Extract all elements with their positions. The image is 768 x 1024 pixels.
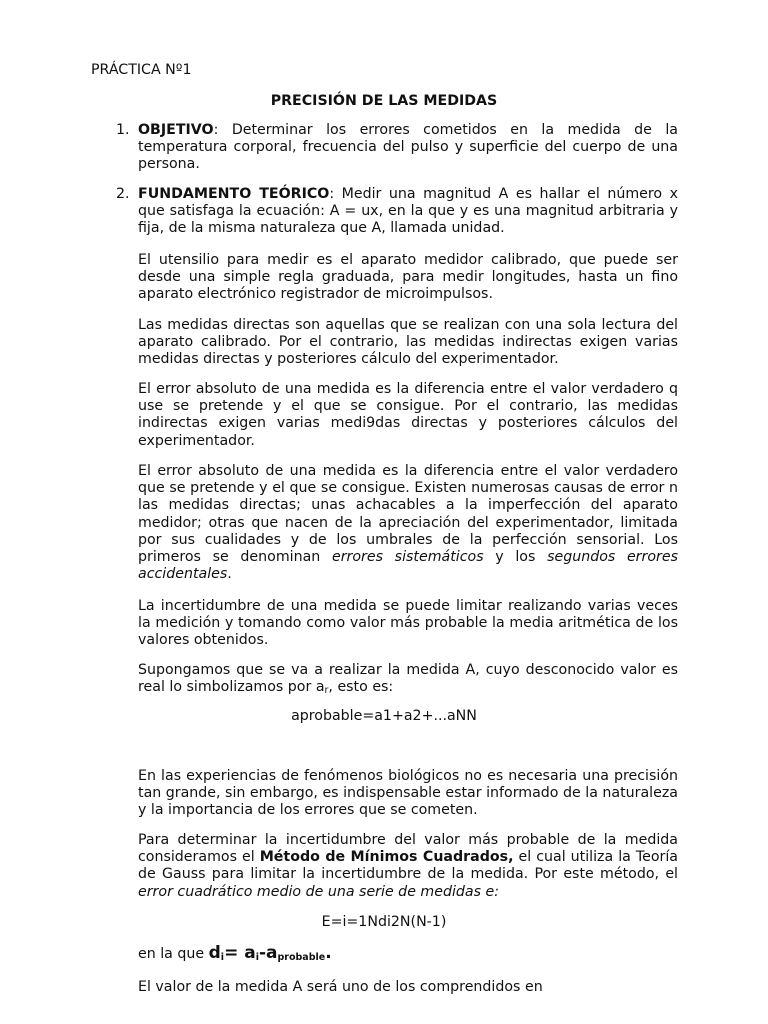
text-run: , esto es: xyxy=(328,679,394,696)
text-run: El error absoluto de una medida es la diferencia entre el valor verdadero que se pretende y el que se consigue. Existen numerosas causas de error n las medidas directas; unas achacables a la imperfección del aparato medidor; otras que nacen de la apreciación del experimentador, limitada por sus cualidades y de los umbrales de la perfección sensorial. Los primeros se denominan xyxy=(138,463,678,566)
theory-label: FUNDAMENTO TEÓRICO xyxy=(138,186,330,202)
paragraph-least-squares xyxy=(138,832,678,901)
symbol-eq-a: = a xyxy=(224,943,256,963)
accidental-errors-term: segundos errores accidentales xyxy=(138,549,678,583)
practice-header: PRÁCTICA Nº1 xyxy=(91,62,192,78)
subscript-probable: probable xyxy=(277,952,326,963)
list-item-objective xyxy=(116,122,678,174)
list-item-theory xyxy=(116,186,678,238)
paragraph-absolute-error-1: El error absoluto de una medida es la diferencia entre el valor verdadero q use se pretende y el que se consigue. Por el contrario, las medidas indirectas exigen varias medi9das directas y posteriores cálculos del experimentador. xyxy=(138,381,678,449)
list-number: 1. xyxy=(116,122,130,138)
paragraph-absolute-error-2 xyxy=(138,463,678,583)
symbol-d: d xyxy=(208,943,221,963)
document-title: PRECISIÓN DE LAS MEDIDAS xyxy=(270,93,498,109)
paragraph-instrument: El utensilio para medir es el aparato medidor calibrado, que puede ser desde una simple regla graduada, para medir longitudes, hasta un fino aparato electrónico registrador de microimpulsos. xyxy=(138,252,678,303)
paragraph-suppose xyxy=(138,662,678,699)
text-run: el cual utiliza la Teoría de Gauss para limitar la incertidumbre de la medida. Por este método, el xyxy=(138,849,678,883)
text-run: Supongamos que se va a realizar la medida A, cuyo desconocido valor es real lo simbolizamos por a xyxy=(138,662,678,696)
paragraph-biological: En las experiencias de fenómenos biológicos no es necesaria una precisión tan grande, sin embargo, es indispensable estar informado de la naturaleza y la importancia de los errores que se cometen. xyxy=(138,768,678,819)
text-run: y los xyxy=(483,549,548,566)
objective-label: OBJETIVO xyxy=(138,122,214,138)
objective-body: : Determinar los errores cometidos en la medida de la temperatura corporal, frecuencia del pulso y superficie del cuerpo de una persona. xyxy=(138,122,678,173)
paragraph-direct-measures: Las medidas directas son aquellas que se realizan con una sola lectura del aparato calibrado. Por el contrario, las medidas indirectas exigen varias medidas directas y posteriores cálculo del experimentador. xyxy=(138,317,678,368)
symbol-dot: . xyxy=(325,943,332,963)
text-run: en la que xyxy=(138,946,209,962)
paragraph-uncertainty: La incertidumbre de una medida se puede limitar realizando varias veces la medición y tomando como valor más probable la media aritmética de los valores obtenidos. xyxy=(138,598,678,649)
objective-text xyxy=(138,122,678,174)
subscript-i: i xyxy=(255,952,259,963)
theory-body: : Medir una magnitud A es hallar el número x que satisfaga la ecuación: A = ux, en la que y es una magnitud arbitraria y fija, de la misma naturaleza que A, llamada unidad. xyxy=(138,186,678,237)
subscript-i: i xyxy=(220,952,225,963)
text-run: . xyxy=(227,566,232,583)
mean-square-error-term: error cuadrático medio de una serie de medidas e: xyxy=(138,883,500,900)
paragraph-value-range: El valor de la medida A será uno de los comprendidos en xyxy=(138,979,543,995)
systematic-errors-term: errores sistemáticos xyxy=(331,549,484,566)
symbol-minus-a: -a xyxy=(258,943,278,963)
formula-mean-square-error: E=i=1Ndi2N(N-1) xyxy=(321,914,447,930)
subscript-r: r xyxy=(324,685,329,697)
text-run: Para determinar la incertidumbre del valor más probable de la medida consideramos el xyxy=(138,832,678,866)
theory-text xyxy=(138,186,678,238)
formula-probable-value: aprobable=a1+a2+...aNN xyxy=(291,708,477,724)
least-squares-term: Método de Mínimos Cuadrados, xyxy=(259,849,514,866)
list-number: 2. xyxy=(116,186,130,202)
paragraph-definition-di xyxy=(138,945,678,966)
